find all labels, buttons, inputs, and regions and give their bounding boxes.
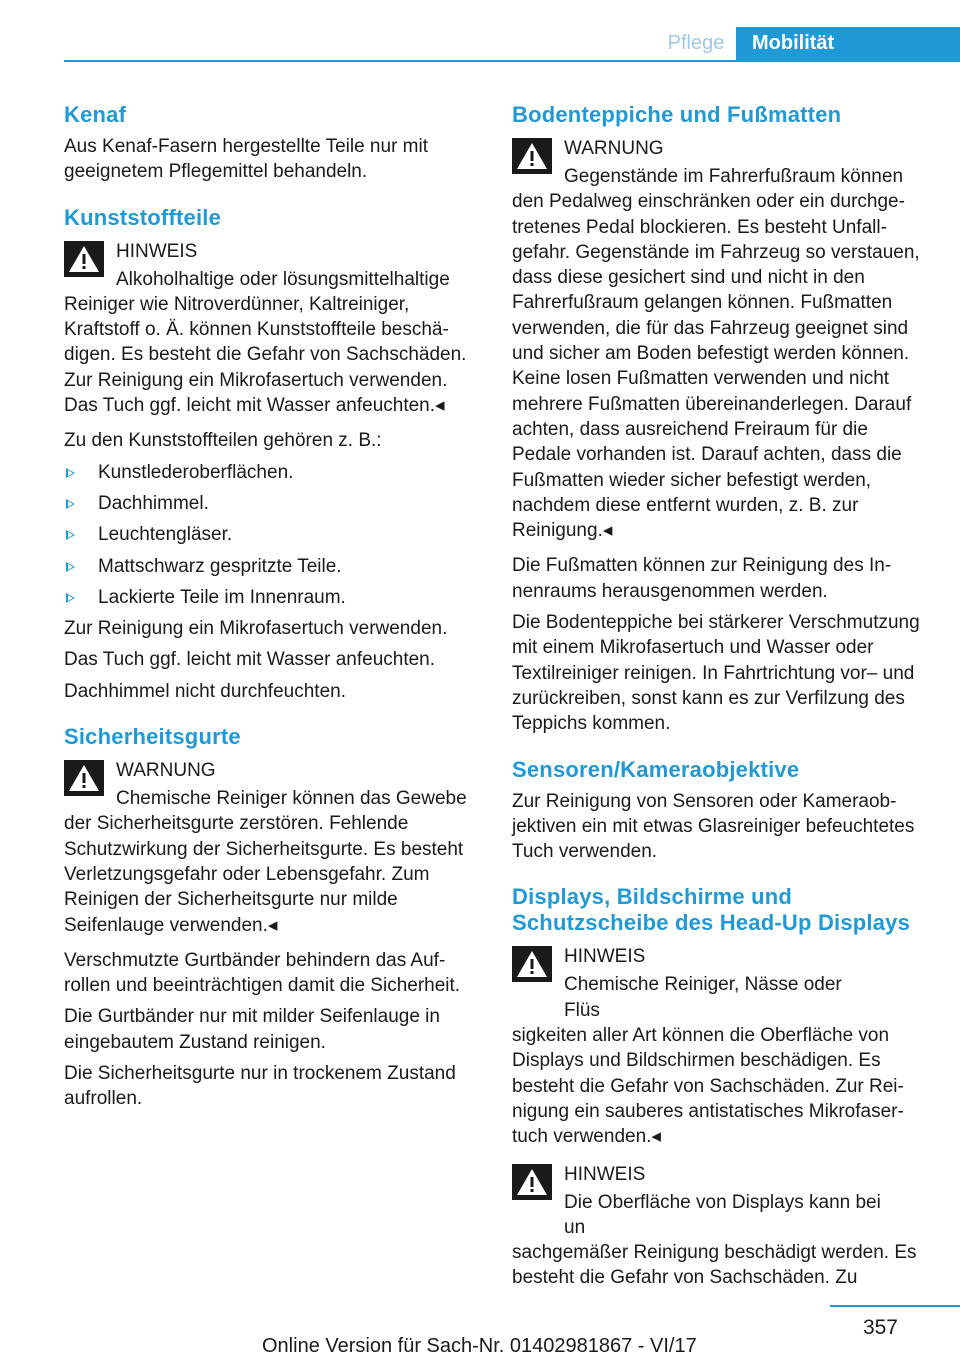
notice-box — [512, 1160, 930, 1291]
warning-text: der Sicherheitsgurte zerstören. Fehlende Schutzwirkung der Sicherheitsgurte. Es besteht Verletzungsgefahr oder Lebensgefahr. Zum Reinigen der Sicherheitsgurte nur milde Seifenlauge verwenden.◂ — [64, 813, 464, 936]
list-item: Kunstlederoberflächen. — [64, 460, 482, 485]
warning-first-line: Gegenstände im Fahrerfußraum können — [564, 166, 904, 187]
warning-icon — [512, 946, 552, 982]
boden-paragraph-1: Die Fußmatten können zur Reinigung des Innenraums herausgenommen werden. — [512, 555, 892, 602]
notice-box — [64, 237, 482, 419]
page-number: 357 — [862, 1316, 898, 1339]
kunststoff-list — [64, 460, 482, 610]
warning-icon — [64, 241, 104, 277]
warning-box — [64, 756, 482, 938]
kenaf-text: Aus Kenaf-Fasern hergestellte Teile nur mit geeignetem Pflegemittel behandeln. — [64, 136, 428, 183]
list-item: Dachhimmel. — [64, 491, 482, 516]
notice-first-line: Die Oberfläche von Displays kann bei un — [564, 1191, 881, 1238]
kunststoff-paragraph-1: Zur Reinigung ein Mikrofasertuch verwenden. — [64, 618, 448, 640]
list-item: Lackierte Teile im Innenraum. — [64, 585, 482, 610]
tab-mobilitaet[interactable]: Mobilität — [736, 27, 960, 60]
gurte-paragraph-1: Verschmutzte Gurtbänder behindern das Aufrollen und beeinträchtigen damit die Sicherheit. — [64, 949, 461, 997]
notice-text: sigkeiten aller Art können die Oberfläche von Displays und Bildschirmen beschädigen. Es besteht die Gefahr von Sachschäden. Zur Reinigung ein sauberes antistatisches Mikrofasertuch verwenden.◂ — [512, 1025, 904, 1148]
notice-label: HINWEIS — [564, 946, 646, 968]
warning-icon — [512, 1164, 552, 1200]
notice-label: HINWEIS — [564, 1163, 646, 1185]
kunststoff-paragraph-3: Dachhimmel nicht durchfeuchten. — [64, 680, 346, 702]
kunststoff-intro: Zu den Kunststoffteilen gehören z. B.: — [64, 430, 382, 452]
tab-pflege[interactable]: Pflege — [667, 32, 725, 54]
section-title-sicherheitsgurte: Sicherheitsgurte — [64, 724, 241, 750]
notice-first-line: Alkoholhaltige oder lösungsmittelhaltige — [116, 268, 450, 290]
notice-text: sachgemäßer Reinigung beschädigt werden. Es besteht die Gefahr von Sachschäden. Zu — [512, 1242, 917, 1289]
gurte-paragraph-3: Die Sicherheitsgurte nur in trockenem Zustand aufrollen. — [64, 1063, 456, 1110]
boden-paragraph-2: Die Bodenteppiche bei stärkerer Verschmutzung mit einem Mikrofasertuch und Wasser oder Textilreiniger reinigen. In Fahrtrichtung vor– und zurückreiben, sonst kann es zur Verfilzung des Teppichs kommen. — [512, 612, 920, 735]
online-version-note: Online Version für Sach-Nr. 01402981867 - VI/17 — [262, 1335, 697, 1357]
section-title-kunststoffteile: Kunststoffteile — [64, 204, 221, 230]
notice-first-line: Chemische Reiniger, Nässe oder Flüs — [564, 974, 842, 1021]
kunststoff-paragraph-2: Das Tuch ggf. leicht mit Wasser anfeuchten. — [64, 649, 436, 671]
sensor-text: Zur Reinigung von Sensoren oder Kameraobjektiven ein mit etwas Glasreiniger befeuchtetes Tuch verwenden. — [512, 790, 915, 863]
notice-label: HINWEIS — [116, 240, 198, 262]
notice-box — [512, 942, 930, 1149]
section-title-sensoren: Sensoren/Kameraobjektive — [512, 756, 800, 782]
notice-text: Reiniger wie Nitroverdünner, Kaltreiniger, Kraftstoff o. Ä. können Kunststoffteile beschädigen. Es besteht die Gefahr von Sachschäden. Zur Reinigung ein Mikrofasertuch verwenden. Das Tuch ggf. leicht mit Wasser anfeuchten.◂ — [64, 293, 467, 417]
warning-label: WARNUNG — [564, 138, 664, 159]
warning-icon — [64, 760, 104, 796]
gurte-paragraph-2: Die Gurtbänder nur mit milder Seifenlauge in eingebautem Zustand reinigen. — [64, 1006, 440, 1053]
warning-label: WARNUNG — [116, 760, 216, 782]
list-item: Leuchtengläser. — [64, 522, 482, 547]
header-divider — [64, 60, 960, 62]
warning-icon — [512, 138, 552, 174]
list-item: Mattschwarz gespritzte Teile. — [64, 554, 482, 579]
warning-box — [512, 134, 930, 543]
section-title-bodenteppiche: Bodenteppiche und Fußmatten — [512, 102, 842, 127]
right-column — [512, 102, 930, 1301]
section-title-kenaf: Kenaf — [64, 102, 127, 127]
section-title-displays: Displays, Bildschirme und Schutzscheibe des Head-Up Displays — [512, 884, 911, 936]
left-column — [64, 102, 482, 1118]
footer-divider — [830, 1305, 960, 1307]
warning-text: den Pedalweg einschränken oder ein durchgetretenes Pedal blockieren. Es besteht Unfallgefahr. Gegenstände im Fahrzeug so verstauen, dass diese gesichert sind und nicht in den Fahrerfußraum gelangen können. Fußmatten verwenden, die für das Fahrzeug geeignet sind und sicher am Boden befestigt werden können. Keine losen Fußmatten verwenden und nicht mehrere Fußmatten übereinanderlegen. Darauf achten, dass ausreichend Freiraum für die Pedale vorhanden ist. Darauf achten, dass die Fußmatten wieder sicher befestigt werden, nachdem diese entfernt wurden, z. B. zur Reinigung.◂ — [512, 191, 920, 542]
warning-first-line: Chemische Reiniger können das Gewebe — [116, 788, 467, 810]
